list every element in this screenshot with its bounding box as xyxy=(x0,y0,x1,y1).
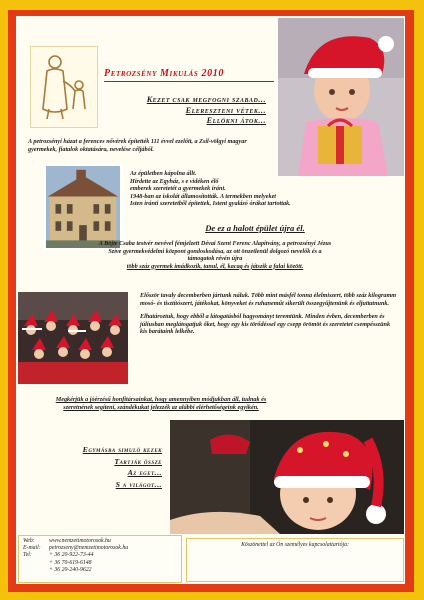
saint-francis-logo xyxy=(30,46,98,128)
building-photo xyxy=(44,164,122,250)
foundation-text xyxy=(30,240,400,270)
visit-paragraph: Elhatároztuk, hogy ebből a látogatásból hagyományt teremtünk. Minden évben, decemberben és júliusban meglátogatjuk őket, hogy egy kis törődéssel egy csepp örömöt és szeretetet csempésszünk kis barátaink lelkébe. xyxy=(140,313,391,336)
web-label: Web: xyxy=(23,538,35,544)
tel-label: Tel: xyxy=(23,552,32,559)
appeal-line: Megkérjük a jóérzésű honfitársainkat, hogy amennyiben módjukban áll, tudnak és xyxy=(55,396,267,403)
foundation-line: Szíve gyermekvédelmi központ gondoskodása, az ott önzetlenül dolgozó nevelők és a xyxy=(108,247,322,255)
foundation-line: A Böjte Csaba testvér nevével fémjelzett Dévai Szent Ferenc Alapítvány, a petrozsényi Jézus xyxy=(98,240,332,247)
page-title xyxy=(104,68,284,82)
slogan-top xyxy=(147,95,266,127)
chapel-line: Isten iránti szeretetből építettek, Istent gyalázó órákat tartottak. xyxy=(130,200,291,208)
visit-paragraph: Először tavaly decemberben jártunk náluk. Több mint másfél tonna élelmiszert, több száz kilogramm mosó- és tisztítószert, játékokat, könyveket és ruhaneműt sikerült összegyűjtenünk és eljuttatnunk. xyxy=(140,292,397,307)
contact-tel-row xyxy=(23,560,177,567)
contact-tel-row xyxy=(23,567,177,574)
reborn-heading: De ez a halott épület újra él. xyxy=(205,223,305,233)
visit-text xyxy=(140,292,398,342)
toddler-photo xyxy=(170,420,404,534)
slogan-bottom-line: S a világot... xyxy=(115,479,162,489)
phone-number[interactable]: + 36 20-922-73-44 xyxy=(49,552,94,559)
foundation-line: támogatok révén újra xyxy=(187,255,243,263)
thanks-text: Köszönettel az Ön személyes kapcsolattartója: xyxy=(241,542,349,548)
chapel-line: Az épületben kápolna állt. xyxy=(130,170,197,177)
contact-box xyxy=(18,535,182,583)
appeal-text xyxy=(28,396,294,411)
chapel-line: emberek szeretetét a gyermekek iránt. xyxy=(130,185,226,193)
phone-number[interactable]: + 36 70-619-6148 xyxy=(49,559,92,566)
children-crowd-photo xyxy=(18,292,128,384)
title-text: Petrozsény Mikulás 2010 xyxy=(104,68,224,79)
web-link[interactable]: www.nemzetimotorosok.hu xyxy=(49,538,111,544)
contact-email-row xyxy=(23,545,177,552)
thanks-box xyxy=(186,538,404,582)
foundation-highlight: több száz gyermek imádkozik, tanul, él, kacag és játszik a falai között. xyxy=(126,262,304,270)
slogan-bottom xyxy=(30,444,162,490)
phone-number[interactable]: + 36 20-240-9622 xyxy=(49,566,92,573)
slogan-top-line: Kezet csak megfogni szabad... xyxy=(146,95,266,104)
contact-tel-row xyxy=(23,552,177,559)
girl-with-gift-photo xyxy=(278,18,404,176)
title-underline xyxy=(104,81,274,82)
email-link[interactable]: petrozseny@nemzetimotorosok.hu xyxy=(49,545,129,552)
slogan-bottom-line: Tartják össze xyxy=(114,456,162,466)
chapel-line: 1948-ban az iskolát államosították. A termekben melyeket xyxy=(130,192,277,200)
slogan-bottom-line: Az eget... xyxy=(127,468,162,477)
email-label: E-mail: xyxy=(23,545,41,552)
slogan-top-line: Ellökni átok... xyxy=(206,116,266,125)
chapel-text xyxy=(130,170,310,208)
slogan-bottom-line: Egymásba simuló kezek xyxy=(82,445,162,454)
chapel-line: Hirdette az Egyház, s e vidéken élő xyxy=(130,177,219,185)
intro-text: A petrozsényi házat a ferences nővérek építették 111 évvel ezelőtt, a Zsil-völgyi magyar gyermekek, fiatalok oktatására, nevelése céljából. xyxy=(28,138,247,153)
slogan-top-line: Elereszteni vétek... xyxy=(185,105,266,115)
contact-web-row xyxy=(23,538,177,545)
appeal-line: szeretnének segíteni, szándékukat jelezzék az alábbi elérhetőségeink egyikén. xyxy=(63,403,259,411)
